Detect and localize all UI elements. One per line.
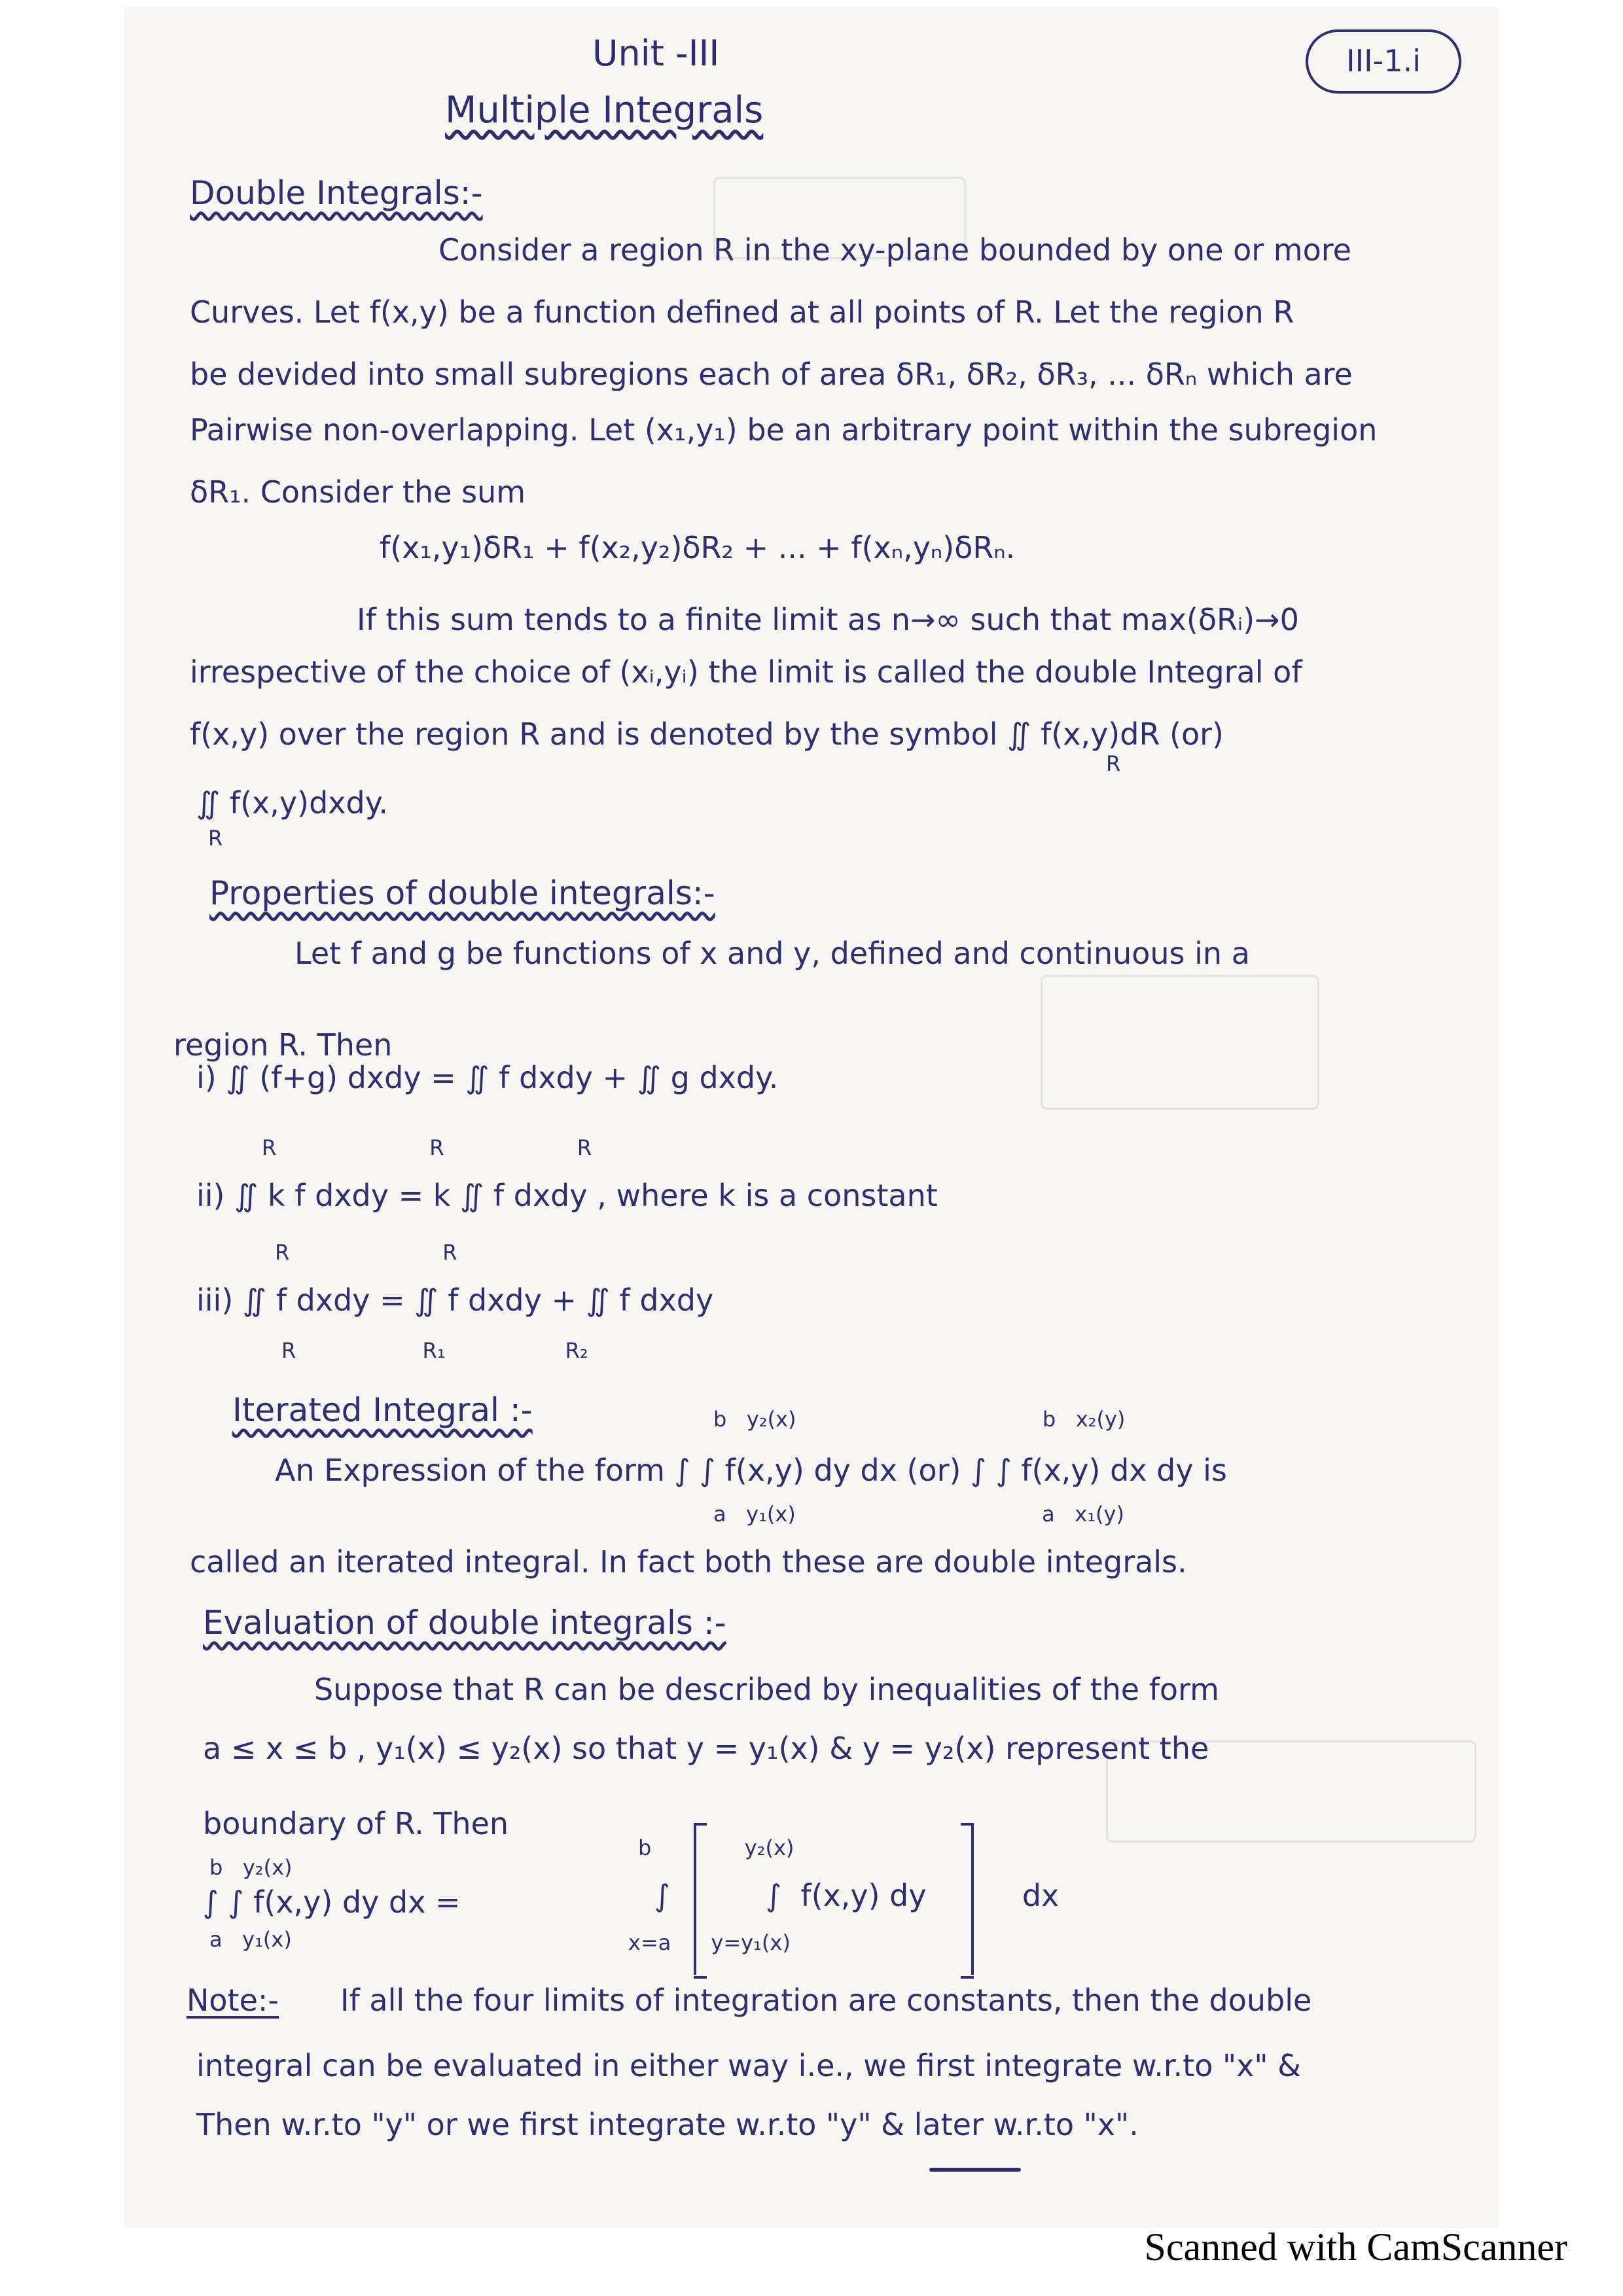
chapter-title: Multiple Integrals (445, 89, 764, 132)
text-line: ∬ f(x,y)dxdy. (196, 785, 388, 821)
text-line: a ≤ x ≤ b , y₁(x) ≤ y₂(x) so that y = y₁(x) & y = y₂(x) represent the (203, 1731, 1209, 1766)
bleed-mark (1041, 975, 1319, 1110)
text-line: If this sum tends to a finite limit as n→∞ such that max(δRᵢ)→0 (357, 602, 1299, 637)
section-heading-properties: Properties of double integrals:- (209, 874, 715, 912)
text-line: irrespective of the choice of (xᵢ,yᵢ) the limit is called the double Integral of (190, 654, 1302, 690)
property-3: iii) ∬ f dxdy = ∬ f dxdy + ∬ f dxdy (196, 1282, 714, 1318)
property-1-subscripts: R R R (262, 1135, 592, 1160)
evaluation-left-integral: ∫ ∫ f(x,y) dy dx = (203, 1884, 461, 1920)
text-line: δR₁. Consider the sum (190, 474, 526, 510)
page-label: III-1.i (1346, 43, 1421, 79)
evaluation-left-upper-limits: b y₂(x) (209, 1855, 293, 1880)
text-line: region R. Then (173, 1027, 393, 1063)
iterated-upper-limits: b y₂(x) b x₂(y) (713, 1407, 1126, 1432)
text-line: be devided into small subregions each of area δR₁, δR₂, δR₃, ... δRₙ which are (190, 357, 1353, 392)
property-2: ii) ∬ k f dxdy = k ∬ f dxdy , where k is a constant (196, 1178, 938, 1213)
text-line: f(x,y) over the region R and is denoted by the symbol ∬ f(x,y)dR (or) (190, 716, 1224, 752)
scanner-watermark: Scanned with CamScanner (1144, 2225, 1567, 2269)
property-1: i) ∬ (f+g) dxdy = ∬ f dxdy + ∬ g dxdy. (196, 1060, 779, 1095)
section-heading-evaluation: Evaluation of double integrals :- (203, 1604, 726, 1642)
section-heading-iterated-integral: Iterated Integral :- (232, 1391, 533, 1429)
text-line: Let f and g be functions of x and y, defined and continuous in a (294, 936, 1250, 971)
evaluation-right-upper-limits: b y₂(x) (638, 1835, 794, 1860)
evaluation-right-integral: ∫ ∫ f(x,y) dy dx (654, 1878, 1060, 1913)
iterated-integral-expression: An Expression of the form ∫ ∫ f(x,y) dy dx (or) ∫ ∫ f(x,y) dx dy is (275, 1453, 1227, 1488)
evaluation-right-lower-limits: x=a y=y₁(x) (628, 1930, 791, 1955)
text-line: Pairwise non-overlapping. Let (x₁,y₁) be an arbitrary point within the subregion (190, 412, 1378, 448)
text-line: called an iterated integral. In fact both these are double integrals. (190, 1544, 1187, 1580)
region-subscript: R (208, 826, 223, 851)
note-label: Note:- (187, 1983, 279, 2018)
property-3-subscripts: R R₁ R₂ (281, 1338, 588, 1363)
note-line: Then w.r.to "y" or we first integrate w.r.to "y" & later w.r.to "x". (196, 2107, 1139, 2142)
evaluation-left-lower-limits: a y₁(x) (209, 1927, 292, 1952)
note-line: integral can be evaluated in either way i.e., we first integrate w.r.to "x" & (196, 2048, 1301, 2083)
text-line: Suppose that R can be described by inequalities of the form (314, 1672, 1219, 1707)
text-line: boundary of R. Then (203, 1806, 509, 1841)
end-rule (929, 2168, 1021, 2172)
property-2-subscripts: R R (275, 1240, 457, 1265)
text-line: Consider a region R in the xy-plane bounded by one or more (438, 232, 1351, 268)
text-line: Curves. Let f(x,y) be a function defined at all points of R. Let the region R (190, 294, 1294, 330)
unit-title: Unit -III (592, 33, 720, 74)
iterated-lower-limits: a y₁(x) a x₁(y) (713, 1502, 1124, 1527)
region-subscript: R (1106, 751, 1121, 776)
section-heading-double-integrals: Double Integrals:- (190, 174, 483, 212)
note-line: If all the four limits of integration are constants, then the double (340, 1983, 1312, 2018)
page-label-badge (1306, 29, 1461, 94)
riemann-sum-formula: f(x₁,y₁)δR₁ + f(x₂,y₂)δR₂ + ... + f(xₙ,yₙ)δRₙ. (380, 530, 1016, 565)
